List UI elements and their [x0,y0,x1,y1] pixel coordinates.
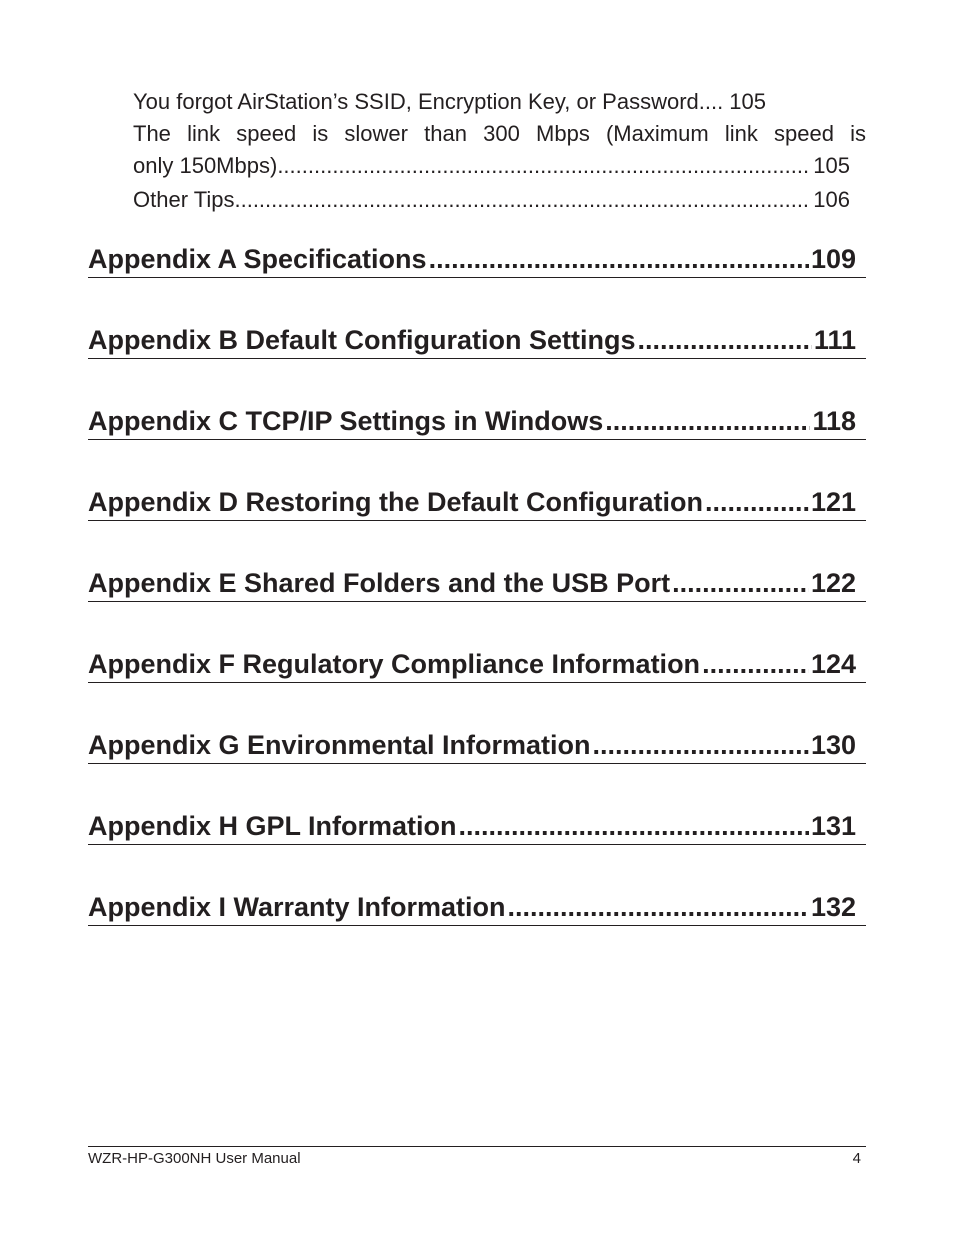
toc-leader-dots [605,403,810,439]
toc-entry-title-line1: The link speed is slower than 300 Mbps (Maximum link speed is [133,121,866,146]
toc-sub-entries [133,86,866,216]
toc-leader-dots [459,808,809,844]
toc-sub-entry-link-speed[interactable] [133,118,866,182]
toc-entry-page: 105 [729,89,766,114]
toc-appendix-title: Appendix I Warranty Information [88,892,506,922]
toc-appendix-list [88,241,866,970]
toc-appendix-a[interactable] [88,241,866,322]
toc-leader-dots [234,184,811,216]
toc-appendix-title: Appendix E Shared Folders and the USB Port [88,568,671,598]
footer-manual-name: WZR-HP-G300NH User Manual [88,1150,301,1167]
toc-entry-title: Other Tips [133,187,235,212]
toc-appendix-page: 111 [813,325,856,355]
toc-appendix-title: Appendix F Regulatory Compliance Information [88,649,701,679]
toc-appendix-g[interactable] [88,727,866,808]
toc-appendix-row [88,322,866,359]
toc-leader-dots [429,241,809,277]
toc-appendix-row [88,808,866,845]
page-footer [88,1146,866,1170]
toc-appendix-b[interactable] [88,322,866,403]
toc-appendix-page: 109 [810,244,856,274]
toc-appendix-e[interactable] [88,565,866,646]
toc-appendix-row [88,565,866,602]
toc-appendix-row [88,484,866,521]
toc-leader-dots [672,565,809,601]
toc-appendix-title: Appendix A Specifications [88,244,427,274]
footer-page-number: 4 [852,1150,861,1167]
toc-sub-entry-forgot-ssid[interactable] [133,86,866,118]
toc-appendix-row [88,646,866,683]
toc-appendix-title: Appendix D Restoring the Default Configuration [88,487,703,517]
toc-appendix-title: Appendix C TCP/IP Settings in Windows [88,406,604,436]
toc-appendix-c[interactable] [88,403,866,484]
toc-appendix-row [88,889,866,926]
toc-appendix-title: Appendix G Environmental Information [88,730,591,760]
toc-leader-dots [508,889,809,925]
toc-entry-page: 105 [813,153,850,178]
toc-entry-title-line2-row [133,150,866,182]
toc-appendix-page: 131 [810,811,856,841]
toc-entry-page: 106 [813,187,850,212]
toc-leader-dots [593,727,809,763]
toc-leader-dots [277,150,811,182]
toc-appendix-page: 132 [810,892,856,922]
toc-appendix-f[interactable] [88,646,866,727]
toc-appendix-row [88,241,866,278]
toc-appendix-d[interactable] [88,484,866,565]
toc-appendix-page: 124 [810,649,856,679]
toc-appendix-row [88,403,866,440]
toc-entry-title-line2: only 150Mbps) [133,153,278,178]
toc-appendix-row [88,727,866,764]
toc-appendix-page: 122 [810,568,856,598]
toc-appendix-title: Appendix B Default Configuration Settings [88,325,636,355]
toc-leader-dots [638,322,812,358]
toc-appendix-h[interactable] [88,808,866,889]
toc-leader-dots [705,484,809,520]
toc-appendix-title: Appendix H GPL Information [88,811,457,841]
toc-appendix-page: 130 [810,730,856,760]
toc-appendix-page: 118 [812,406,856,436]
toc-appendix-page: 121 [810,487,856,517]
toc-leader-dots [702,646,809,682]
toc-sub-entry-other-tips[interactable] [133,184,866,216]
toc-appendix-i[interactable] [88,889,866,970]
toc-entry-title: You forgot AirStation’s SSID, Encryption Key, or Password.... [133,89,724,114]
